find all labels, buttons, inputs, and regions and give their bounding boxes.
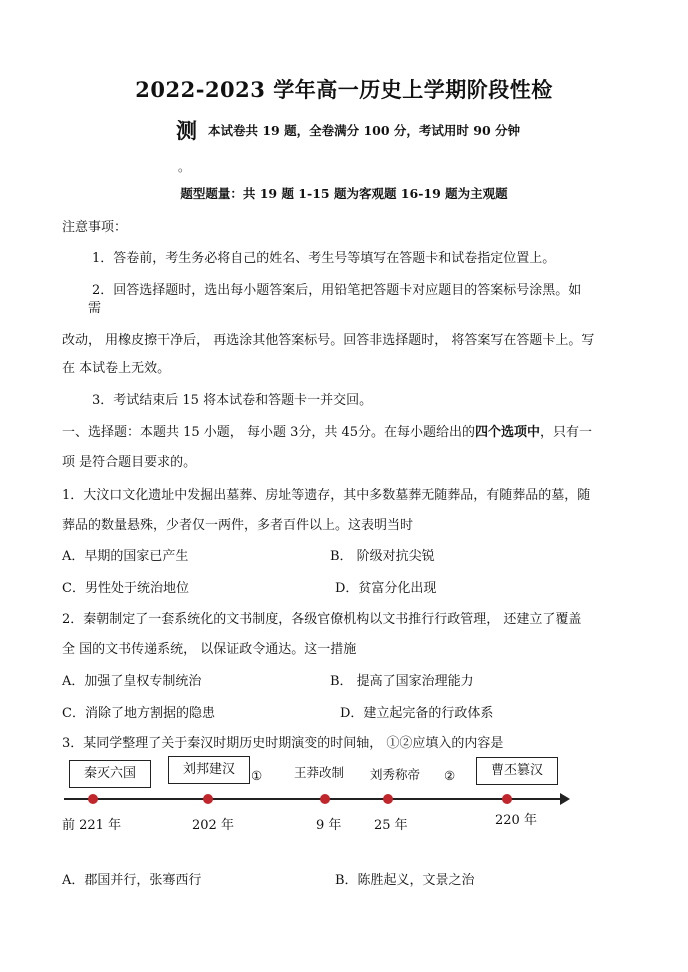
timeline-year-1: 前 221 年	[62, 818, 122, 833]
note-1: 1．答卷前，考生务必将自己的姓名、考生号等填写在答题卡和试卷指定位置上。	[92, 251, 556, 266]
q2-option-b[interactable]: B． 提高了国家治理能力	[330, 674, 474, 689]
q2-stem-line-2: 全 国的文书传递系统， 以保证政令通达。这一措施	[62, 642, 357, 657]
note-2-line-2: 需	[88, 301, 102, 316]
q1-stem-line-1: 1．大汶口文化遗址中发掘出墓葬、房址等遗存，其中多数墓葬无随葬品，有随葬品的墓，随	[62, 488, 591, 503]
note-2-line-4: 在 本试卷上无效。	[62, 361, 171, 376]
timeline-axis	[64, 798, 562, 800]
timeline-point-3	[320, 794, 330, 804]
exam-info: 本试卷共 19 题，全卷满分 100 分，考试用时 90 分钟	[208, 123, 520, 138]
timeline-event-box-1: 秦灭六国	[69, 760, 151, 788]
q1-option-c[interactable]: C．男性处于统治地位	[62, 581, 189, 596]
q1-option-d[interactable]: D．贫富分化出现	[335, 581, 437, 596]
timeline-event-label-3: 王莽改制	[294, 765, 345, 780]
q2-option-c[interactable]: C．消除了地方割据的隐患	[62, 706, 215, 721]
timeline-blank-2: ②	[444, 768, 456, 783]
q1-option-a[interactable]: A．早期的国家已产生	[62, 549, 189, 564]
q1-option-b[interactable]: B． 阶级对抗尖锐	[330, 549, 435, 564]
note-3: 3．考试结束后 15 将本试卷和答题卡一并交回。	[92, 393, 373, 408]
q3-option-a[interactable]: A．郡国并行，张骞西行	[62, 873, 202, 888]
timeline-year-5: 220 年	[495, 813, 537, 828]
timeline-year-3: 9 年	[316, 818, 342, 833]
timeline-year-4: 25 年	[374, 818, 408, 833]
timeline-event-label-4: 刘秀称帝	[370, 767, 421, 782]
timeline-arrow-icon	[560, 793, 570, 805]
q2-stem-line-1: 2．秦朝制定了一套系统化的文书制度，各级官僚机构以文书推行行政管理， 还建立了覆盖	[62, 612, 582, 627]
section-1-intro-emphasis: 四个选项中	[475, 425, 541, 440]
timeline-year-2: 202 年	[192, 818, 234, 833]
timeline-point-2	[203, 794, 213, 804]
q3-stem: 3．某同学整理了关于秦汉时期历史时期演变的时间轴， ①②应填入的内容是	[62, 736, 504, 751]
section-1-intro-c: ，只有一	[540, 425, 593, 440]
timeline-event-box-2: 刘邦建汉	[168, 756, 250, 784]
timeline-blank-1: ①	[251, 768, 263, 783]
question-types: 题型题量：共 19 题 1-15 题为客观题 16-19 题为主观题	[180, 186, 508, 201]
section-1-intro	[62, 421, 592, 440]
q3-option-b[interactable]: B．陈胜起义，文景之治	[335, 873, 475, 888]
q1-stem-line-2: 葬品的数量悬殊，少者仅一两件，多者百件以上。这表明当时	[62, 518, 414, 533]
timeline-event-box-5: 曹丕篡汉	[476, 757, 558, 785]
exam-title: 2022-2023 学年高一历史上学期阶段性检	[135, 77, 553, 102]
note-2-line-3: 改动， 用橡皮擦干净后， 再选涂其他答案标号。回答非选择题时， 将答案写在答题卡上。写	[62, 333, 595, 348]
note-2-line-1: 2．回答选择题时，选出每小题答案后，用铅笔把答题卡对应题目的答案标号涂黑。如	[92, 283, 582, 298]
timeline-point-1	[88, 794, 98, 804]
section-1-intro-a: 一、选择题：本题共 15 小题， 每小题 3分，共 45分。在每小题给出的	[62, 425, 476, 440]
timeline-point-4	[383, 794, 393, 804]
q2-option-d[interactable]: D．建立起完备的行政体系	[340, 706, 494, 721]
notes-heading: 注意事项：	[62, 220, 128, 235]
q2-option-a[interactable]: A．加强了皇权专制统治	[62, 674, 202, 689]
exam-title-continued: 测	[176, 118, 197, 143]
timeline-point-5	[502, 794, 512, 804]
exam-info-period: 。	[178, 160, 191, 174]
section-1-intro-line-2: 项 是符合题目要求的。	[62, 455, 197, 470]
